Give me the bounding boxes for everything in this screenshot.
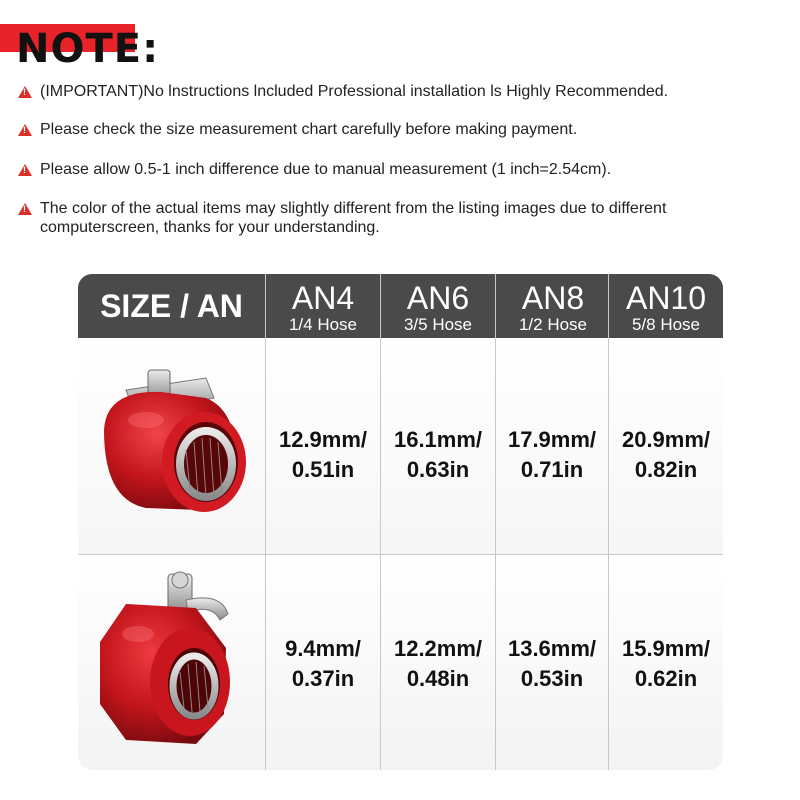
header-col-an6 (381, 274, 495, 338)
column-divider (380, 274, 381, 770)
column-divider (608, 274, 609, 770)
size-value (266, 425, 380, 485)
warning-icon (18, 86, 32, 98)
header-hose: 5/8 Hose (631, 315, 701, 334)
value-mm: 16.1mm/ (393, 427, 483, 452)
size-value (609, 425, 723, 485)
warning-icon (18, 203, 32, 215)
header-hose: 1/4 Hose (288, 315, 358, 334)
value-in: 0.71in (520, 457, 584, 482)
product-image-hex (86, 564, 261, 764)
value-mm: 17.9mm/ (507, 427, 597, 452)
warning-icon (18, 164, 32, 176)
note-text: Please check the size measurement chart carefully before making payment. (40, 121, 578, 138)
header-hose: 3/5 Hose (403, 315, 473, 334)
value-in: 0.48in (406, 666, 470, 691)
header-an: AN6 (406, 280, 470, 316)
size-value (609, 634, 723, 694)
column-divider (495, 274, 496, 770)
size-value (495, 425, 609, 485)
size-value (381, 425, 495, 485)
note-item (18, 82, 668, 101)
header-an: AN10 (625, 280, 707, 316)
header-an: AN8 (521, 280, 585, 316)
note-item (18, 199, 788, 237)
row-divider (78, 554, 723, 555)
value-mm: 9.4mm/ (285, 636, 361, 661)
header-col-an8 (496, 274, 610, 338)
value-in: 0.51in (291, 457, 355, 482)
value-in: 0.63in (406, 457, 470, 482)
size-chart (78, 274, 723, 770)
size-value (266, 634, 380, 694)
value-in: 0.37in (291, 666, 355, 691)
value-in: 0.53in (520, 666, 584, 691)
header-col-an4 (266, 274, 380, 338)
note-item (18, 160, 611, 179)
warning-icon (18, 124, 32, 136)
size-value (495, 634, 609, 694)
value-mm: 12.9mm/ (278, 427, 368, 452)
value-in: 0.82in (634, 457, 698, 482)
product-image-round (86, 350, 261, 550)
value-mm: 12.2mm/ (393, 636, 483, 661)
header-an: AN4 (291, 280, 355, 316)
note-item (18, 120, 577, 139)
value-in: 0.62in (634, 666, 698, 691)
header-hose: 1/2 Hose (518, 315, 588, 334)
note-text: The color of the actual items may slightly different from the listing images due to different computerscreen, thanks for your understanding. (40, 200, 667, 236)
column-divider (265, 274, 266, 770)
value-mm: 15.9mm/ (621, 636, 711, 661)
note-title: NOTE: (16, 26, 160, 72)
chart-header (78, 274, 723, 338)
note-text: Please allow 0.5-1 inch difference due to manual measurement (1 inch=2.54cm). (40, 161, 612, 178)
value-mm: 20.9mm/ (621, 427, 711, 452)
size-value (381, 634, 495, 694)
value-mm: 13.6mm/ (507, 636, 597, 661)
header-col-an10 (609, 274, 723, 338)
note-text: (IMPORTANT)No lnstructions lncluded Professional installation ls Highly Recommended. (40, 83, 669, 100)
header-size-label: SIZE / AN (100, 288, 243, 324)
